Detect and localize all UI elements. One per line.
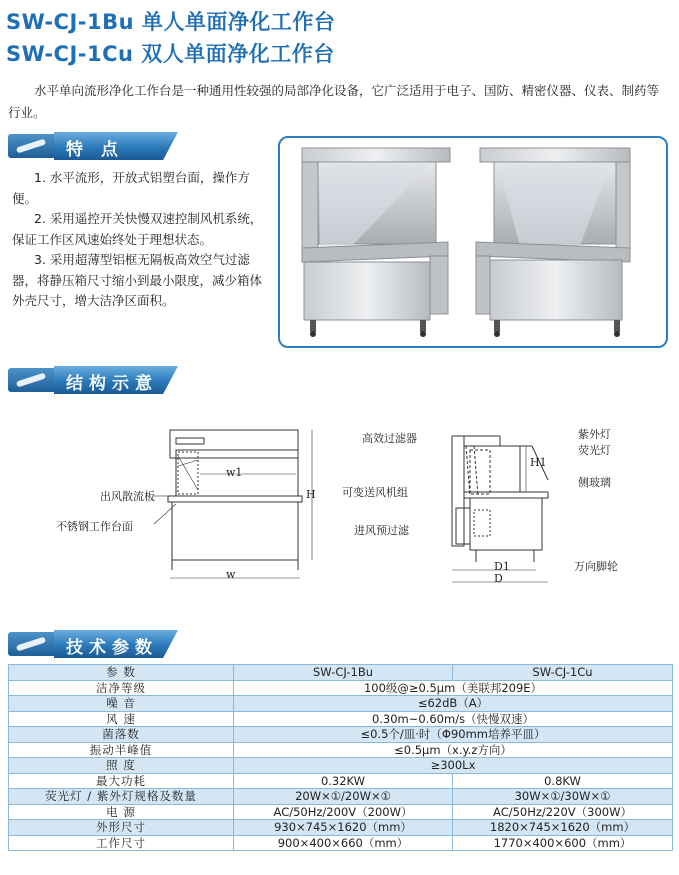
param-cell: 洁净等级	[9, 680, 234, 696]
intro-paragraph: 水平单向流形净化工作台是一种通用性较强的局部净化设备，它广泛适用于电子、国防、精密仪器、仪表、制药等行业。	[8, 83, 660, 120]
label-inlet-prefilter: 进风预过滤	[354, 524, 409, 537]
value-cell-1cu: 30W×①/30W×①	[453, 789, 673, 805]
table-row	[9, 680, 673, 696]
table-row	[9, 742, 673, 758]
table-header-row	[9, 665, 673, 681]
specs-section-title: 技术参数	[66, 638, 158, 658]
param-cell: 工作尺寸	[9, 835, 234, 851]
value-cell-1cu: AC/50Hz/220V（300W）	[453, 804, 673, 820]
label-air-outlet-diffuser: 出风散流板	[100, 490, 155, 503]
header-cell: 参 数	[9, 665, 234, 681]
header-cell: SW-CJ-1Cu	[453, 665, 673, 681]
spec-table	[8, 664, 673, 851]
value-cell: 0.30m~0.60m/s（快慢双速）	[234, 711, 673, 727]
structure-section-title: 结构示意	[66, 374, 158, 394]
product-title-1cu: SW-CJ-1Cu 双人单面净化工作台	[6, 42, 335, 66]
value-cell: ≤62dB（A）	[234, 696, 673, 712]
param-cell: 外形尺寸	[9, 820, 234, 836]
param-cell: 风 速	[9, 711, 234, 727]
label-uv-lamp: 紫外灯	[578, 428, 611, 441]
dim-h: H	[306, 488, 316, 501]
pen-icon	[8, 368, 54, 392]
features-section-header	[8, 132, 178, 160]
label-universal-caster: 万向脚轮	[574, 560, 618, 573]
param-cell: 照 度	[9, 758, 234, 774]
table-row	[9, 789, 673, 805]
value-cell: ≥300Lx	[234, 758, 673, 774]
features-section-title: 特 点	[66, 140, 124, 160]
dim-d: D	[494, 572, 503, 585]
value-cell-1cu: 1770×400×600（mm）	[453, 835, 673, 851]
feature-item: 1. 水平流形，开放式铝塑台面，操作方便。	[12, 170, 250, 206]
param-cell: 荧光灯 / 紫外灯规格及数量	[9, 789, 234, 805]
table-row	[9, 711, 673, 727]
param-cell: 振动半峰值	[9, 742, 234, 758]
value-cell: 100级@≥0.5μm（美联邦209E）	[234, 680, 673, 696]
value-cell: ≤0.5个/皿·时（Φ90mm培养平皿）	[234, 727, 673, 743]
label-fluorescent-lamp: 荧光灯	[578, 444, 611, 457]
feature-item: 2. 采用遥控开关快慢双速控制风机系统，保证工作区风速始终处于理想状态。	[12, 211, 263, 247]
param-cell: 噪 音	[9, 696, 234, 712]
structure-diagram	[0, 400, 679, 625]
dim-w1: w1	[226, 466, 243, 479]
value-cell-1bu: 900×400×660（mm）	[234, 835, 453, 851]
workbench-photo-illustration	[280, 138, 666, 346]
table-row	[9, 773, 673, 789]
label-side-glass: 侧玻璃	[578, 476, 611, 489]
value-cell-1cu: 0.8KW	[453, 773, 673, 789]
param-cell: 电 源	[9, 804, 234, 820]
value-cell-1bu: 0.32KW	[234, 773, 453, 789]
header-cell: SW-CJ-1Bu	[234, 665, 453, 681]
value-cell-1cu: 1820×745×1620（mm）	[453, 820, 673, 836]
dim-d1: D1	[494, 560, 510, 573]
label-stainless-worktop: 不锈钢工作台面	[56, 520, 133, 533]
specs-section-header	[8, 630, 178, 658]
value-cell-1bu: AC/50Hz/200V（200W）	[234, 804, 453, 820]
table-row	[9, 758, 673, 774]
label-hepa-filter: 高效过滤器	[362, 432, 417, 445]
table-row	[9, 804, 673, 820]
pen-icon	[8, 134, 54, 158]
features-list	[12, 168, 268, 312]
value-cell: ≤0.5μm（x.y.z方向）	[234, 742, 673, 758]
label-variable-fan: 可变送风机组	[342, 486, 408, 499]
table-row	[9, 696, 673, 712]
structure-section-header	[8, 366, 178, 394]
param-cell: 最大功耗	[9, 773, 234, 789]
param-cell: 菌落数	[9, 727, 234, 743]
feature-item: 3. 采用超薄型铝框无隔板高效空气过滤器，将静压箱尺寸缩小到最小限度，减少箱体外壳尺寸，增大洁净区面积。	[12, 252, 263, 308]
value-cell-1bu: 930×745×1620（mm）	[234, 820, 453, 836]
table-row	[9, 820, 673, 836]
table-row	[9, 835, 673, 851]
product-title-1bu: SW-CJ-1Bu 单人单面净化工作台	[6, 10, 336, 34]
product-photo	[278, 136, 668, 348]
dim-w: w	[226, 568, 236, 581]
table-row	[9, 727, 673, 743]
dim-h1: H1	[530, 456, 547, 469]
value-cell-1bu: 20W×①/20W×①	[234, 789, 453, 805]
pen-icon	[8, 632, 54, 656]
